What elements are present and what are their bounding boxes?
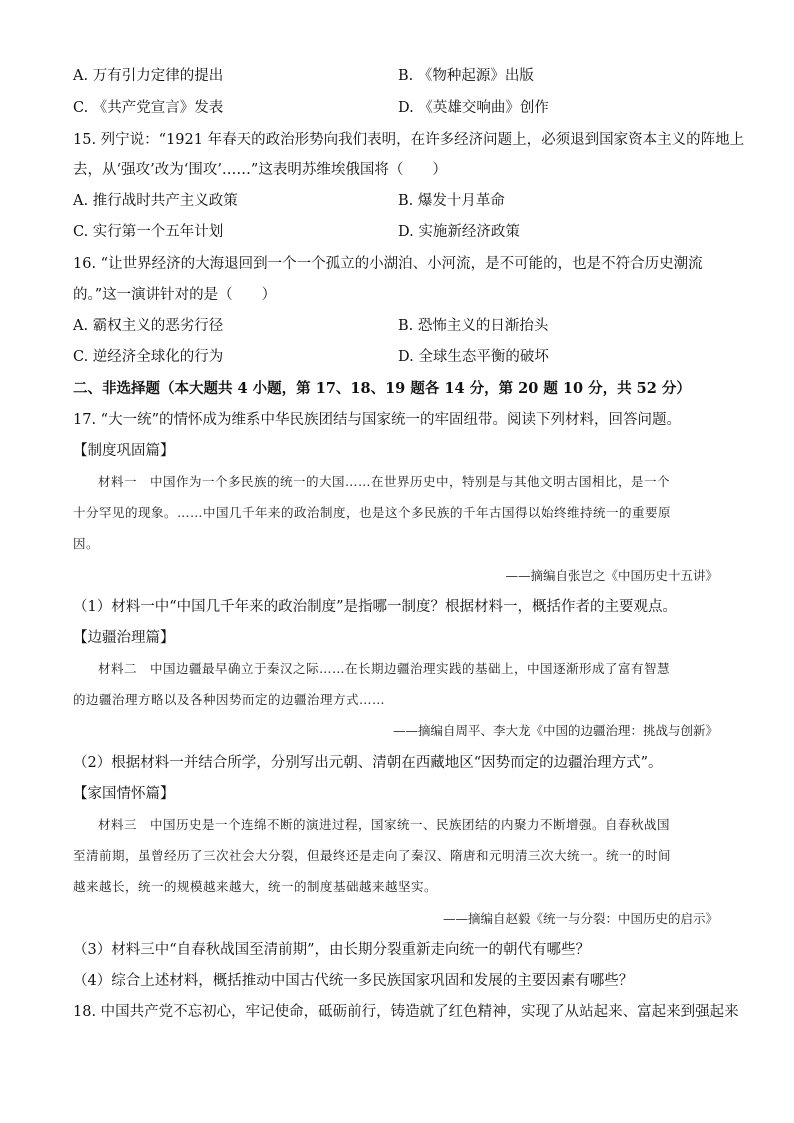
q15-option-a: A. 推行战时共产主义政策: [73, 193, 238, 209]
section2-title: 二、非选择题（本大题共 4 小题，第 17、18、19 题各 14 分，第 20 题 10 分，共 52 分）: [73, 380, 691, 397]
q16-stem-line2: 的。”这一演讲针对的是（ ）: [73, 287, 277, 303]
q17-material3-line1: 材料三 中国历史是一个连绵不断的演进过程，国家统一、民族团结的内聚力不断增强。自春秋战国: [98, 817, 671, 832]
q17-sub2: （2）根据材料一并结合所学，分别写出元朝、清朝在西藏地区“因势而定的边疆治理方式”。: [73, 755, 663, 771]
q17-material2-line2: 的边疆治理方略以及各种因势而定的边疆治理方式……: [73, 692, 386, 707]
q17-material1-line1: 材料一 中国作为一个多民族的统一的大国……在世界历史中，特别是与其他文明古国相比，是一个: [98, 474, 671, 489]
q16-option-b: B. 恐怖主义的日渐抬头: [398, 318, 549, 334]
q17-part2-title: 【边疆治理篇】: [73, 630, 175, 646]
q15-stem-line2: 去，从‘强攻’改为‘围攻’……”这表明苏维埃俄国将（ ）: [73, 162, 447, 178]
q17-material1-source: ——摘编自张岂之《中国历史十五讲》: [505, 568, 718, 583]
q17-stem: 17. “大一统”的情怀成为维系中华民族团结与国家统一的牢固纽带。阅读下列材料，回答问题。: [73, 412, 681, 428]
q16-option-a: A. 霸权主义的恶劣行径: [73, 318, 224, 334]
q14-option-a: A. 万有引力定律的提出: [73, 68, 224, 84]
q14-option-c: C. 《共产党宣言》发表: [73, 100, 224, 116]
q17-part1-title: 【制度巩固篇】: [73, 443, 175, 459]
q16-option-c: C. 逆经济全球化的行为: [73, 349, 224, 365]
q17-sub3: （3）材料三中“自春秋战国至清前期”，由长期分裂重新走向统一的朝代有哪些？: [73, 942, 591, 958]
q17-material3-source: ——摘编自赵毅《统一与分裂：中国历史的启示》: [442, 911, 718, 926]
q17-sub1: （1）材料一中“中国几千年来的政治制度”是指哪一制度？根据材料一，概括作者的主要观点。: [73, 599, 678, 615]
q17-material2-source: ——摘编自周平、李大龙《中国的边疆治理：挑战与创新》: [392, 723, 718, 738]
q16-option-d: D. 全球生态平衡的破坏: [398, 349, 549, 365]
q17-material1-line3: 因。: [73, 536, 100, 551]
q17-sub4: （4）综合上述材料，概括推动中国古代统一多民族国家巩固和发展的主要因素有哪些？: [73, 973, 634, 989]
q18-stem-line1: 18. 中国共产党不忘初心，牢记使命，砥砺前行，铸造就了红色精神，实现了从站起来、富起来到强起来: [73, 1004, 739, 1020]
q15-option-c: C. 实行第一个五年计划: [73, 224, 224, 240]
q17-material2-line1: 材料二 中国边疆最早确立于秦汉之际……在长期边疆治理实践的基础上，中国逐渐形成了富有智慧: [98, 661, 671, 676]
q17-material3-line2: 至清前期，虽曾经历了三次社会大分裂，但最终还是走向了秦汉、隋唐和元明清三次大统一。统一的时间: [73, 848, 672, 863]
q14-option-d: D. 《英雄交响曲》创作: [398, 100, 549, 116]
q15-option-b: B. 爆发十月革命: [398, 193, 505, 209]
q15-stem-line1: 15. 列宁说：“1921 年春天的政治形势向我们表明，在许多经济问题上，必须退到国家资本主义的阵地上: [73, 132, 745, 148]
q15-option-d: D. 实施新经济政策: [398, 224, 520, 240]
q16-stem-line1: 16. “让世界经济的大海退回到一个一个孤立的小湖泊、小河流，是不可能的，也是不符合历史潮流: [73, 256, 703, 272]
q17-material3-line3: 越来越长，统一的规模越来越大，统一的制度基础越来越坚实。: [73, 879, 438, 894]
q17-material1-line2: 十分罕见的现象。……中国几千年来的政治制度，也是这个多民族的千年古国得以始终维持统一的重要原: [73, 505, 672, 520]
q14-option-b: B. 《物种起源》出版: [398, 68, 534, 84]
q17-part3-title: 【家国情怀篇】: [73, 786, 175, 802]
